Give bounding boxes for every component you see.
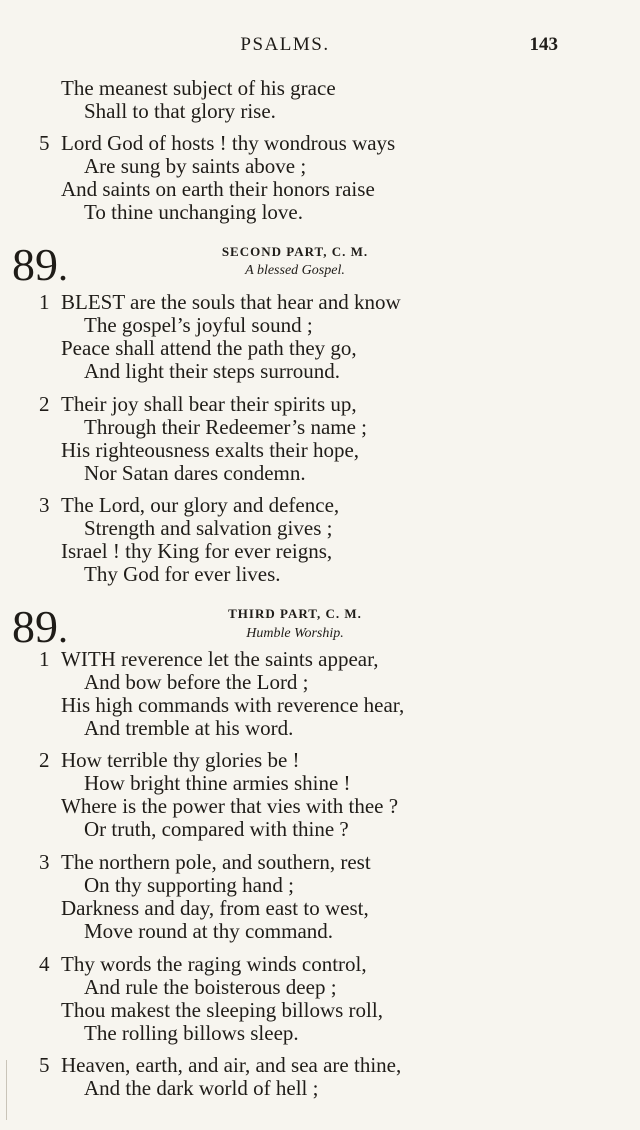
hymn-subtitle: A blessed Gospel. [245,263,345,278]
verse-line: On thy supporting hand ; [84,873,294,897]
verse-line: BLEST are the souls that hear and know [61,290,401,314]
stanza-number: 3 [39,850,50,874]
running-head [0,34,640,64]
verse-line: Thy God for ever lives. [84,562,281,586]
hymn-number: 89. [12,601,68,652]
verse-line: Are sung by saints above ; [84,154,307,178]
stanza-first-line [39,748,300,772]
verse-line: Heaven, earth, and air, and sea are thine, [61,1053,402,1077]
stanza-first-line [39,850,371,874]
hymn-subtitle: Humble Worship. [246,626,344,641]
stanza-number: 1 [39,647,50,671]
verse-line: And saints on earth their honors raise [61,177,375,201]
verse-line: Thy words the raging winds control, [61,952,367,976]
verse-line: Thou makest the sleeping billows roll, [61,998,383,1022]
verse-line: Peace shall attend the path they go, [61,336,357,360]
verse-line: Darkness and day, from east to west, [61,896,369,920]
stanza-first-line [39,392,357,416]
stanza-first-line [39,131,396,155]
verse-line: The Lord, our glory and defence, [61,493,340,517]
verse-line: And light their steps surround. [84,359,341,383]
running-title: PSALMS. [240,34,330,55]
verse-line: The rolling billows sleep. [84,1021,299,1045]
stanza-number: 3 [39,493,50,517]
stanza-first-line [39,1053,402,1077]
verse-line: The meanest subject of his grace [61,76,336,100]
verse-line: The gospel’s joyful sound ; [84,313,313,337]
verse-line: The northern pole, and southern, rest [61,850,371,874]
stanza-number: 5 [39,131,50,155]
stanza-number: 1 [39,290,50,314]
verse-line: To thine unchanging love. [84,200,303,224]
verse-line: Lord God of hosts ! thy wondrous ways [61,131,396,155]
verse-line: And the dark world of hell ; [84,1076,319,1100]
stanza-number: 2 [39,748,50,772]
verse-line: Their joy shall bear their spirits up, [61,392,357,416]
verse-line: How terrible thy glories be ! [61,748,300,772]
stanza-first-line [39,647,379,671]
page-number: 143 [529,34,558,55]
stanza-number: 2 [39,392,50,416]
verse-line: Through their Redeemer’s name ; [84,415,368,439]
page-edge-mark [6,1060,7,1120]
verse-line: Israel ! thy King for ever reigns, [61,539,333,563]
verse-line: Or truth, compared with thine ? [84,817,349,841]
stanza-number: 5 [39,1053,50,1077]
verse-line: How bright thine armies shine ! [84,771,351,795]
hymn-number: 89. [12,239,68,290]
part-heading: SECOND PART, C. M. [221,244,369,259]
verse-line: His high commands with reverence hear, [61,693,405,717]
verse-line: His righteousness exalts their hope, [61,438,360,462]
stanza-first-line [39,952,367,976]
verse-line: Where is the power that vies with thee ? [61,794,399,818]
verse-line: WITH reverence let the saints appear, [61,647,379,671]
verse-line: And bow before the Lord ; [84,670,309,694]
verse-line: Nor Satan dares condemn. [84,461,306,485]
stanza-first-line [39,290,401,314]
stanza-number: 4 [39,952,50,976]
verse-line: Move round at thy command. [84,919,334,943]
verse-line: Shall to that glory rise. [84,99,276,123]
part-heading: THIRD PART, C. M. [228,606,362,621]
verse-line: And tremble at his word. [84,716,294,740]
verse-line: Strength and salvation gives ; [84,516,333,540]
verse-line: And rule the boisterous deep ; [84,975,337,999]
stanza-first-line [39,493,340,517]
